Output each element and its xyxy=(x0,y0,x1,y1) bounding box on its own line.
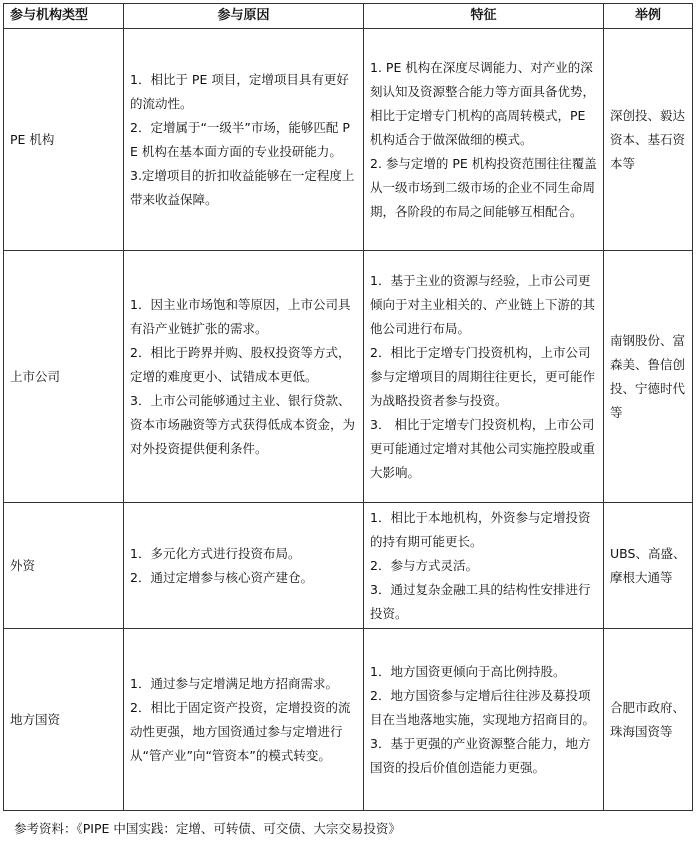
table-row xyxy=(4,503,693,629)
feature-item: 2．参与方式灵活。 xyxy=(370,557,478,573)
row-examples: 合肥市政府、珠海国资等 xyxy=(604,629,693,811)
reason-item: 2．相比于固定资产投资，定增投资的流动性更强，地方国资通过参与定增进行从“管产业”向“管资本”的模式转变。 xyxy=(130,699,351,763)
row-reasons xyxy=(124,629,364,811)
feature-item: 2. 参与定增的 PE 机构投资范围往往覆盖从一级市场到二级市场的企业不同生命周期，各阶段的布局之间能够互相配合。 xyxy=(370,155,597,219)
feature-item: 1．基于主业的资源与经验，上市公司更倾向于对主业相关的、产业链上下游的其他公司进行布局。 xyxy=(370,272,596,336)
row-reasons xyxy=(124,251,364,503)
header-examples: 举例 xyxy=(604,4,693,29)
header-reasons: 参与原因 xyxy=(124,4,364,29)
row-type: 外资 xyxy=(4,503,124,629)
row-type: 地方国资 xyxy=(4,629,124,811)
feature-item: 1. PE 机构在深度尽调能力、对产业的深刻认知及资源整合能力等方面具备优势，相比于定增专门机构的高周转模式，PE 机构适合于做深做细的模式。 xyxy=(370,59,596,147)
row-features xyxy=(364,29,604,251)
feature-item: 3．基于更强的产业资源整合能力，地方国资的投后价值创造能力更强。 xyxy=(370,735,591,775)
header-type: 参与机构类型 xyxy=(4,4,124,29)
source-note: 参考资料：《PIPE 中国实践：定增、可转债、可交债、大宗交易投资》 xyxy=(14,821,401,836)
row-examples: UBS、高盛、摩根大通等 xyxy=(604,503,693,629)
row-reasons xyxy=(124,503,364,629)
reason-item: 3.定增项目的折扣收益能够在一定程度上带来收益保障。 xyxy=(130,167,355,207)
header-features: 特征 xyxy=(364,4,604,29)
reason-item: 3．上市公司能够通过主业、银行贷款、资本市场融资等方式获得低成本资金，为对外投资提供便利条件。 xyxy=(130,392,356,456)
row-type: PE 机构 xyxy=(4,29,124,251)
feature-item: 1．相比于本地机构，外资参与定增投资的持有期可能更长。 xyxy=(370,509,591,549)
row-examples: 深创投、毅达资本、基石资本等 xyxy=(604,29,693,251)
institution-table xyxy=(3,3,693,811)
reason-item: 1．因主业市场饱和等原因，上市公司具有沿产业链扩张的需求。 xyxy=(130,296,351,336)
table-row xyxy=(4,29,693,251)
reason-item: 1．多元化方式进行投资布局。 xyxy=(130,545,301,561)
reason-item: 1．通过参与定增满足地方招商需求。 xyxy=(130,675,338,691)
feature-item: 2．地方国资参与定增后往往涉及募投项目在当地落地实施，实现地方招商目的。 xyxy=(370,687,596,727)
feature-item: 3．通过复杂金融工具的结构性安排进行投资。 xyxy=(370,581,591,621)
reason-item: 2．相比于跨界并购、股权投资等方式，定增的难度更小、试错成本更低。 xyxy=(130,344,351,384)
row-features xyxy=(364,629,604,811)
reason-item: 2．定增属于“一级半”市场，能够匹配 PE 机构在基本面方面的专业投研能力。 xyxy=(130,119,350,159)
row-reasons xyxy=(124,29,364,251)
row-features xyxy=(364,503,604,629)
table-row xyxy=(4,629,693,811)
reason-item: 1．相比于 PE 项目，定增项目具有更好的流动性。 xyxy=(130,71,349,111)
table-header-row xyxy=(4,4,693,29)
feature-item: 1．地方国资更倾向于高比例持股。 xyxy=(370,663,566,679)
row-examples: 南钢股份、富森美、鲁信创投、宁德时代等 xyxy=(604,251,693,503)
row-features xyxy=(364,251,604,503)
row-type: 上市公司 xyxy=(4,251,124,503)
feature-item: 3． 相比于定增专门投资机构，上市公司更可能通过定增对其他公司实施控股或重大影响。 xyxy=(370,416,596,480)
reason-item: 2．通过定增参与核心资产建仓。 xyxy=(130,569,313,585)
table-row xyxy=(4,251,693,503)
feature-item: 2．相比于定增专门投资机构，上市公司参与定增项目的周期往往更长，更可能作为战略投资者参与投资。 xyxy=(370,344,596,408)
